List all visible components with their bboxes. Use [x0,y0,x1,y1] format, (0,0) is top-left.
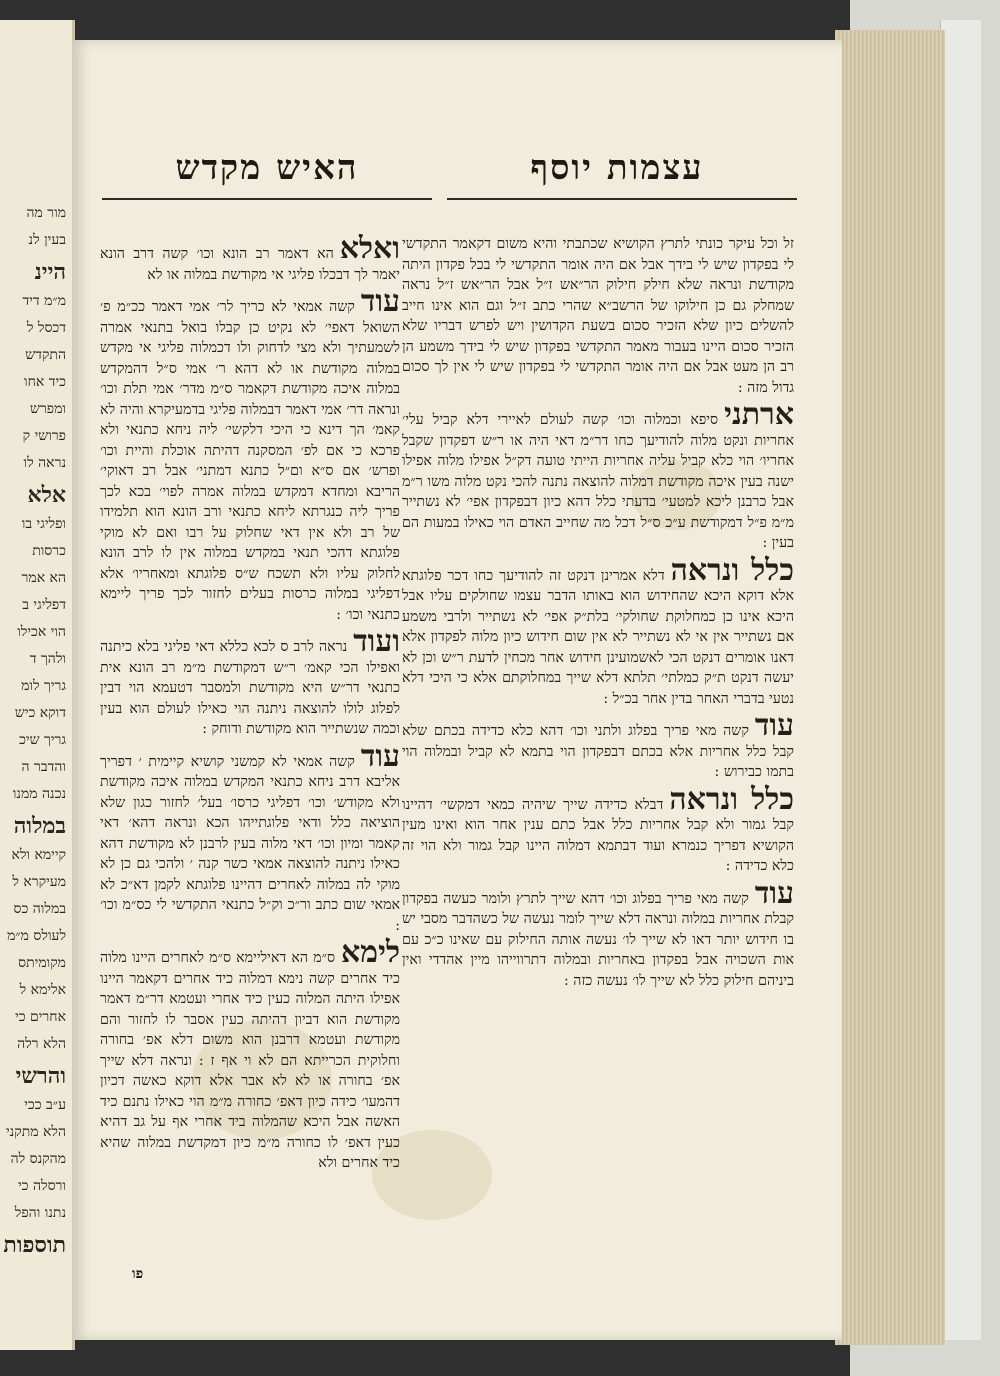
left-page-line: הלא מתקני [5,1124,66,1140]
left-page-line: והדבר ה [21,759,66,775]
header-left: האיש מקדש [175,148,359,188]
paragraph-text: דלא אמרינן דנקט זה להודיעך כחו דכר פלוגתא אלא דוקא היכא שהחידוש הוא באותו הדבר עצמו שחולקים עליו אבל היכא אינו כן כמחלוקת שחולקי׳ בלת״ק אפי׳ לא נשתייר ולרבי משמע אם נשתייר אין אי לא נשתייר לא אין שום חידוש כיון מלוה לפקדון אלא דאנו אומרים דנקט הכי לאשמועינן חידוש אחר מכחין לדעת ר״ש וכן לא יעשה דנקט ת״ק כמלתי׳ תלתא דלא שייך במחלוקתם אלא כי היכי דלא נטעי בדברי האחר בדין אחר בכ״ל : [402,567,794,707]
paragraph-text: קשה מאי פריך בפלוג ולתני וכו׳ דהא כלא כדידה בכתם שלא קבל כלל אחריות אלא בכתם דבפקדון הוי בתמא לא קביל ובמלוה הוי בתמו כבירוש : [402,723,794,780]
paragraph-text: קשה מאי פריך בפלוג וכו׳ דהא שייך לתרץ ולומר כעשה בפקדון קבלת אחריות במלוה ונראה דלא שייך לומר נעשה של כשהדבר מסבי יש בו חידוש יותר דאו לא שייך לו׳ נעשה אותה החילוק עם שאינו כ״כ עם אות השכויה אבל בפקדון באחריות ובמלוה דתרווייהו מיין אהדדי ואין ביניהם חילוק כלל לא שייך לו׳ נעשה כזה : [402,890,794,989]
paragraph-text: הא דאמר רב הונא וכו׳ קשה דרב הונא יאמר לך דבכלו פליגי אי מקודשת במלוה או לא [100,246,400,283]
left-page-line: אחרים כי [15,1009,66,1025]
left-page-line: נכנה ממנו [12,786,66,802]
lead-word: ועוד [353,624,400,659]
left-page-line: מקומיתס [18,955,66,971]
left-page-line: והרשי [15,1063,66,1089]
lead-word: עוד [360,284,400,319]
left-page-line: פרושי ק [22,428,66,444]
left-page-line: דכסל ל [26,320,66,336]
paragraph-text: ס״מ הא דאיליימא ס״מ לאחרים היינו מלוה כיד אחרים קשה נימא דמלוה כיד אחרים דקאמר היינו אפילו היתה המלוה כעין כיד אחרי ועטמא דר״מ דאמר מקודשת הוא דביון דהיתה כעין אסבר לו לחזור והם מקודשת ועטמא דרבנן הוא משום דלא אפ׳ בחורה וחלוקית הכרייתא הם לא וי אף ז : ונראה דלא שייך אפ׳ בחורה או לא לא אבר אלא דוקא כאשה דכיון דהמעו׳ כידה כיון דאפ׳ כחורה מ״מ הוי כאילו נתנם כיד האשה אבל היכא שהמלוה ביד אחרי אף על גב דהיא כעין דאפ׳ לו כחורה מ״מ כיון דמקדשת במלוה שהיא כיד אחרים ולא [100,950,400,1171]
paragraph [100,738,400,937]
paragraph [100,234,400,285]
paragraph-text: קשה אמאי לא כריך לר׳ אמי דאמר ככ״מ פ׳ השואל דאפי׳ לא נקיט כן קבלו בואל בתנאי אמרה לשמעתיך ולא מצי לדחוק ולו דכמלוה פליגי אי מקדש במלוה מקודשת או לא דהא ר׳ אמי ס״ל דהמקדש במלוה איכה מקודשת דקאמר ס״מ מדר׳ אמי תלת וכו׳ ונראה דר׳ אמי דאמר דבמלוה פליגי בדמעיקרא והיה לא קאמ׳ הך דינא כי היכי דלקשי׳ ליה ניחא כתנאי ולא פרכא כי אם לפ׳ המסקנה דהיתה אוכלת והיית וכו׳ ופרש׳ אם ס״א ום״ל כתנא דמתני׳ אבל רב דאוקי׳ הריבא ומחדא דמקדש במלוה אמרה לפוי׳ בכא לכך פריך ליה כנגרתא ליחא כתנאי ורב הונא הוא תלמידו של רב ולא אין דאי שחלוק על רבו ואם לא מוקי פלוגתא דהכי תנאי במקדש במלוה אין לו לרב הונא לחלוק עליו ולא תשכח ש״ס פלוגתא ומאחריו׳ אלא דפליגי במלוה כרסות בעלים לחזור לכך פריך ליימא כתנאי וכו׳ : [100,299,400,623]
lead-word: עוד [360,738,400,774]
paragraph-text: קשה אמאי לא קמשני קושיא קיימית ׳ דפריך אליבא דרב ניחא כתנאי המקדש במלוה איכה מקודשת ולא מקודש׳ וכו׳ דפליגי כרסו׳ בעל׳ לחזור כגון שלא הוציאה כלל ודאי פלוגתייהו הכא ונראה דהא׳ דאי קאמר ומיון וכו׳ דאי מלוה בעין לרבנן לא מקודשת דהא כאילו ניתנה להוצאה אמאי כשר קנה ׳ ולהכי גם כן לא מוקי לה במלוה לאחרים דהיינו פלוגתא לקמן דא״כ לא אמאי שום כתב ור״כ וק״ל כתנאי התקדשי לי כס״מ וכו׳ : [100,753,400,934]
paragraph [100,624,400,740]
paragraph [402,875,794,992]
left-page-line: אלא [27,482,66,508]
left-page-line: ע״ב ככי [24,1097,66,1113]
left-page-line: דוקא כיש [14,705,66,721]
left-page-line: קיימא ולא [11,847,66,863]
lead-word: כלל ונראה [669,781,794,817]
lead-word: כלל ונראה [670,552,794,588]
left-page-line: הא אמר [21,570,66,586]
paragraph [402,234,794,398]
lead-word: ארתני [724,397,794,432]
left-page-line: מעיקרא ל [12,874,66,890]
left-page-fragment [0,20,75,1350]
left-page-line: מור מה [26,205,66,221]
paragraph [402,708,794,783]
left-page-line: היינ [34,259,66,285]
lead-word: ואלא [339,234,400,266]
paragraph [100,935,400,1174]
left-page-line: כרסות [32,543,66,559]
lead-word: עוד [754,708,794,743]
left-page-line: ומפרש [29,401,66,417]
left-page-line: ורסלה כי [18,1178,66,1194]
lead-word: עוד [754,875,794,911]
header-rule-right [447,198,797,200]
header-right: עצמות יוסף [530,148,704,188]
left-page-line: ולהך ד [29,651,66,667]
left-page-line: הוי אכילו [17,624,66,640]
paragraph [402,781,794,877]
right-column [402,234,794,1314]
paragraph [402,397,794,554]
left-column [100,234,400,1314]
left-page-line: במלוה [13,813,66,839]
paragraph-text: דבלא כדידה שייך שיהיה כמאי דמקשי׳ דהיינו קבל גמור ולא קבל אחריות כלל אבל כתם ענין אחר הוא ואינו מעין הקושיא דפריך כנמרא ועוד דבתמא דמלוה היינו קבל גמור ולא הוי זה כלא כדידה : [402,796,794,874]
left-page-line: בעין לנ [28,232,66,248]
book-page-edges [835,30,945,1345]
left-page-line: אלימא ל [19,982,66,998]
paragraph-text: סיפא וכמלוה וכו׳ קשה לעולם לאיירי דלא קביל עלי׳ אחריות ונקט מלוה להודיעך כחו דר״מ דאי היה או ר״ש דפקדון שקבל אחריו׳ הוי כלא קביל עליה אחריות הייתי טועה דק״ל אפילו מלוה אפילו ישנה בעין איכה מקודשת דמלוה להוצאה נתנה להכי נקט מלוה משו ר״מ אבל כרבנן ליכא למטעי׳ בדעתי כלל דהא כיון דבפקדון אפי׳ לא נשתייר מ״מ פ״ל דמקודשת ע״כ ס״ל דכל מה שחייב האדם הוי כאילו במעות הם בעין : [402,412,794,551]
left-page-line: נראה לו [23,455,66,471]
paragraph [100,284,400,625]
mount-board-edge [940,20,981,1340]
left-page-line: נתנו והפל [14,1205,66,1221]
left-page-line: גריך שיכ [19,732,66,748]
page-footer: פו [132,1266,144,1282]
paragraph [402,552,794,710]
left-page-line: הלא רלה [17,1036,66,1052]
main-page [72,40,842,1340]
left-page-line: כיד אחו [24,374,66,390]
left-page-line: גריך לומ [21,678,66,694]
left-page-line: תוספות [3,1232,66,1258]
left-page-line: במלוה כס [13,901,66,917]
left-page-line: מ״מ דיד [22,293,66,309]
left-page-line: מהקנס לה [10,1151,66,1167]
left-page-line: התקדש [25,347,66,363]
left-page-line: דפליגי ב [22,597,66,613]
paragraph-text: זל וכל עיקר כונתי לתרץ הקושיא שכתבתי והיא משום דקאמר התקדשי לי בפקדון שיש לי בידך אבל אם היה אומר התקדשי לי בכל פקדון היתה מקודשת ונראה שלא חילק חילוק הר״אש ז״ל אבל הר״אש ז״ל נראה שמחלק גם כן חילוקו של הרשב״א שהרי כתב ז״ל וגם הוא אינו חייב להשלים כיון שלא הזכיר סכום בשעת הקדושין ויש לפרש דבריו שלא הזכיר סכום היינו בעבור מאמר התקדשי בפקדון שיש לי בידך משמע הן רב הן מעט אבל אם היה אומר התקדשי לי בפקדון שיש לי אין לך סכום גדול מזה : [402,236,794,396]
lead-word: לימא [341,935,400,970]
header-rule-left [102,198,432,200]
left-page-line: לעולס מ״מ [7,928,66,944]
left-page-line: ופליגי בו [21,516,66,532]
paragraph-text: נראה לרב ס לכא כללא דאי פליגי בלא כיתנה ואפילו הכי קאמ׳ ר״ש דמקודשת מ״מ רב הונא אית כתנאי דר״ש היא מקודשת ולמסבר דטעמא הוי דבין לפלוג לולו להוצאה ניתנה הוי כאילו לעולם הוא בעין וכמה שנשתייר הוא מקודשת ודוחק : [100,639,400,737]
